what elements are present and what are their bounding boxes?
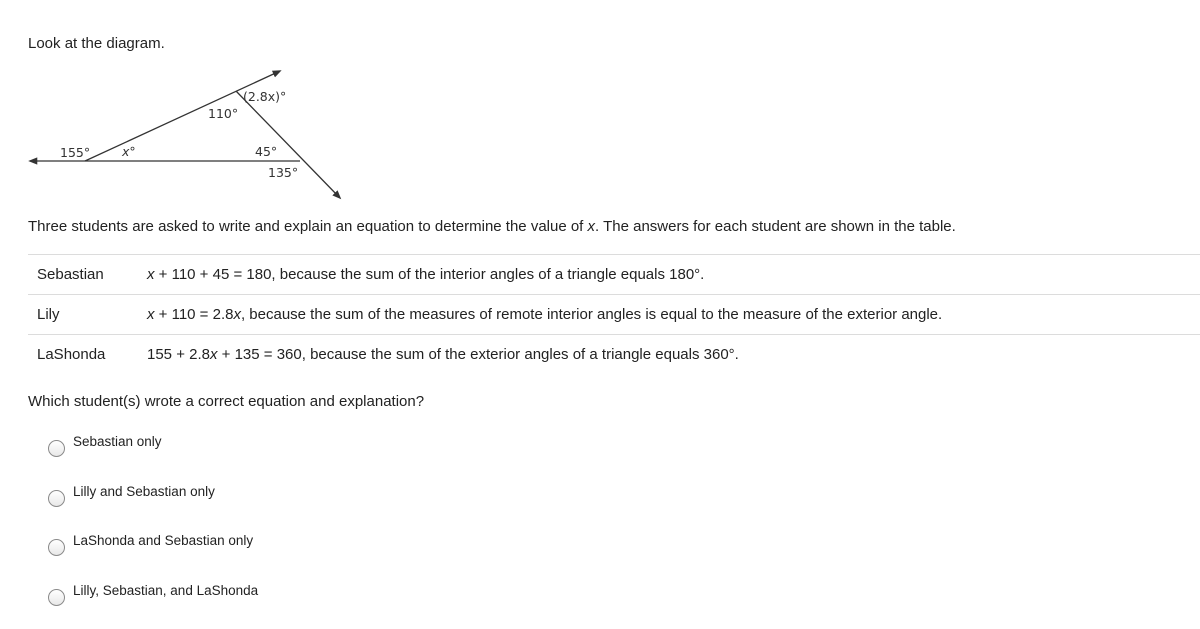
student-name: Sebastian <box>37 266 104 283</box>
option-label[interactable]: Lilly and Sebastian only <box>73 484 215 499</box>
student-equation: 155 + 2.8x + 135 = 360, because the sum of the exterior angles of a triangle equals 360°. <box>147 346 739 363</box>
option-label[interactable]: Sebastian only <box>73 434 162 449</box>
radio-button[interactable] <box>48 440 65 457</box>
student-equation: x + 110 = 2.8x, because the sum of the measures of remote interior angles is equal to the measure of the exterior angle. <box>147 306 943 323</box>
table-row <box>28 295 1200 335</box>
left-ray <box>85 71 280 161</box>
right-ray <box>236 91 340 198</box>
angle-label-interior-left: x° <box>122 144 136 159</box>
radio-button[interactable] <box>48 490 65 507</box>
student-answers-table <box>28 254 1200 374</box>
radio-button[interactable] <box>48 589 65 606</box>
triangle-diagram <box>0 0 400 215</box>
question-text: Which student(s) wrote a correct equation and explanation? <box>28 393 425 410</box>
angle-label-interior-right: 45° <box>255 144 278 159</box>
student-name: LaShonda <box>37 346 106 363</box>
angle-label-exterior-left: 155° <box>60 145 91 160</box>
option-label[interactable]: LaShonda and Sebastian only <box>73 533 254 548</box>
prompt-text: Look at the diagram. <box>28 35 165 52</box>
table-row <box>28 255 1200 295</box>
radio-button[interactable] <box>48 539 65 556</box>
student-name: Lily <box>37 306 60 323</box>
option-label[interactable]: Lilly, Sebastian, and LaShonda <box>73 583 259 598</box>
intro-text: Three students are asked to write and explain an equation to determine the value of x. The answers for each student are shown in the table. <box>28 218 956 235</box>
angle-label-interior-top: 110° <box>208 106 239 121</box>
student-equation: x + 110 + 45 = 180, because the sum of the interior angles of a triangle equals 180°. <box>147 266 705 283</box>
angle-label-exterior-right: 135° <box>268 165 299 180</box>
table-row <box>28 335 1200 375</box>
angle-label-exterior-top: (2.8x)° <box>243 89 287 104</box>
